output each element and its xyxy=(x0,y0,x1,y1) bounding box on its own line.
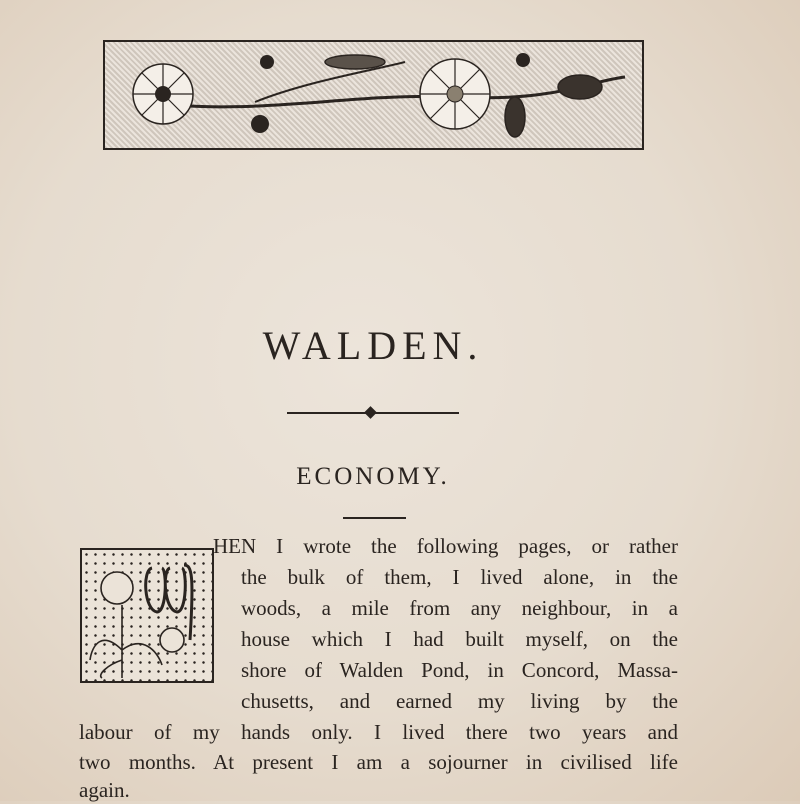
body-line: HEN I wrote the following pages, or rather xyxy=(213,534,678,558)
body-line: the bulk of them, I lived alone, in the xyxy=(241,565,678,589)
body-line: again. xyxy=(79,778,130,802)
chapter-divider xyxy=(343,517,406,519)
flower-illustration-icon xyxy=(105,42,642,148)
drop-cap-floral-icon xyxy=(82,550,212,681)
body-line: chusetts, and earned my living by the xyxy=(241,689,678,713)
chapter-title: ECONOMY. xyxy=(296,463,450,490)
body-line: woods, a mile from any neighbour, in a xyxy=(241,596,678,620)
body-line: two months. At present I am a sojourner in civilised life xyxy=(79,750,678,774)
body-line: labour of my hands only. I lived there two years and xyxy=(79,720,678,744)
drop-cap-w xyxy=(80,548,214,683)
body-line: house which I had built myself, on the xyxy=(241,627,678,651)
body-line: shore of Walden Pond, in Concord, Massa- xyxy=(241,658,678,682)
book-title: WALDEN. xyxy=(262,323,484,368)
divider-diamond-icon xyxy=(364,406,377,419)
floral-headpiece xyxy=(103,40,644,150)
